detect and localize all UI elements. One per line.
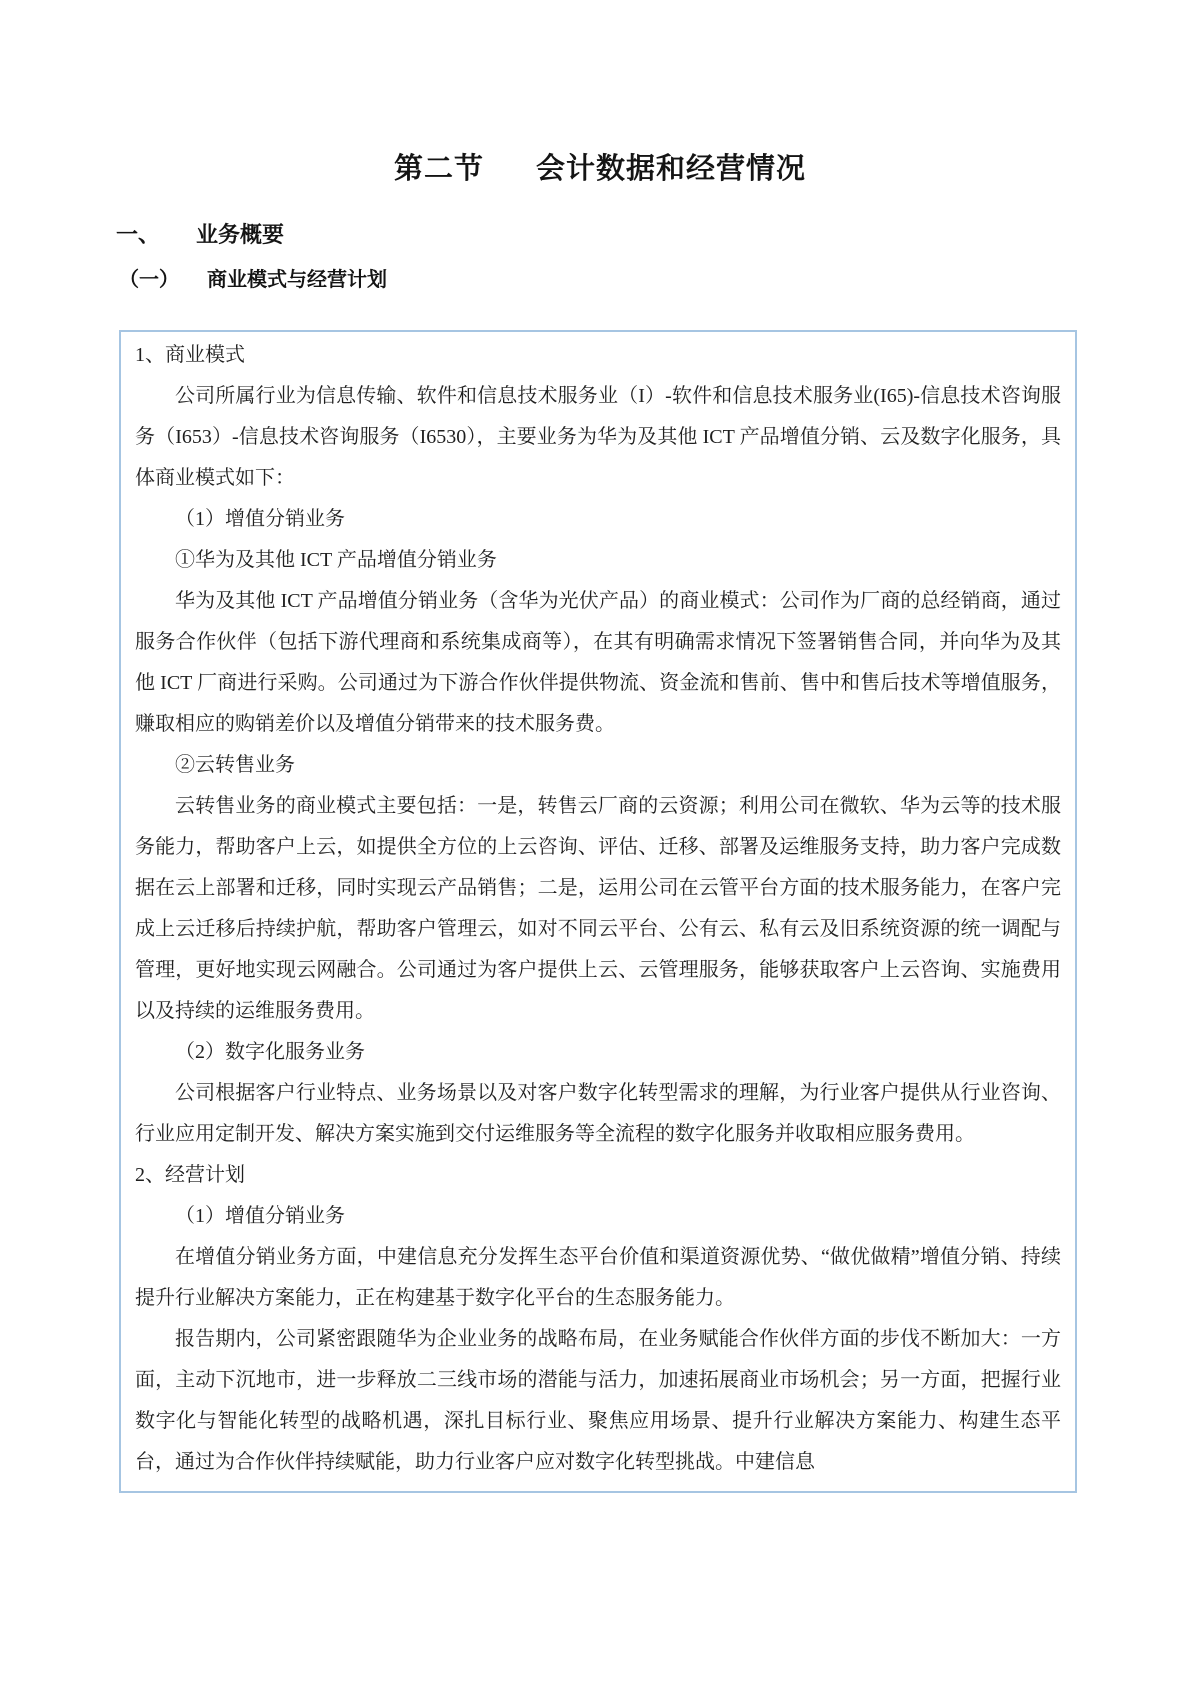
paragraph-plan-distribution-detail: 在增值分销业务方面，中建信息充分发挥生态平台价值和渠道资源优势、“做优做精”增值分销、持续提升行业解决方案能力，正在构建基于数字化平台的生态服务能力。 xyxy=(135,1246,1061,1309)
paragraph-digital-service-heading: （2）数字化服务业务 xyxy=(175,1041,365,1063)
paragraph-plan-distribution-heading: （1）增值分销业务 xyxy=(175,1205,345,1227)
paragraph-operating-plan-heading: 2、经营计划 xyxy=(135,1164,245,1186)
paragraph-cloud-resale-heading: ②云转售业务 xyxy=(175,754,295,776)
subsection-number: （一） xyxy=(119,269,179,291)
paragraph-industry-classification: 公司所属行业为信息传输、软件和信息技术服务业（I）-软件和信息技术服务业(I65)-信息技术咨询服务（I653）-信息技术咨询服务（I6530），主要业务为华为及其他 ICT 产品增值分销、云及数字化服务，具体商业模式如下： xyxy=(135,385,1061,489)
paragraph-business-model-heading: 1、商业模式 xyxy=(135,344,245,366)
paragraph-huawei-ict-detail: 华为及其他 ICT 产品增值分销业务（含华为光伏产品）的商业模式：公司作为厂商的总经销商，通过服务合作伙伴（包括下游代理商和系统集成商等），在其有明确需求情况下签署销售合同，并向华为及其他 ICT 厂商进行采购。公司通过为下游合作伙伴提供物流、资金流和售前、售中和售后技术等增值服务，赚取相应的购销差价以及增值分销带来的技术服务费。 xyxy=(135,590,1061,735)
subsection-heading xyxy=(119,268,1200,292)
paragraph-digital-service-detail: 公司根据客户行业特点、业务场景以及对客户数字化转型需求的理解，为行业客户提供从行业咨询、行业应用定制开发、解决方案实施到交付运维服务等全流程的数字化服务并收取相应服务费用。 xyxy=(135,1082,1061,1145)
content-box xyxy=(119,330,1077,1493)
section-label: 业务概要 xyxy=(196,222,285,247)
page-title-chapter: 第二节 xyxy=(393,153,484,185)
paragraph-huawei-ict-heading: ①华为及其他 ICT 产品增值分销业务 xyxy=(175,549,497,571)
paragraph-cloud-resale-detail: 云转售业务的商业模式主要包括：一是，转售云厂商的云资源；利用公司在微软、华为云等的技术服务能力，帮助客户上云，如提供全方位的上云咨询、评估、迁移、部署及运维服务支持，助力客户完成数据在云上部署和迁移，同时实现云产品销售；二是，运用公司在云管平台方面的技术服务能力，在客户完成上云迁移后持续护航，帮助客户管理云，如对不同云平台、公有云、私有云及旧系统资源的统一调配与管理，更好地实现云网融合。公司通过为客户提供上云、云管理服务，能够获取客户上云咨询、实施费用以及持续的运维服务费用。 xyxy=(135,795,1061,1022)
paragraph-distribution-heading: （1）增值分销业务 xyxy=(175,508,345,530)
page-title-text: 会计数据和经营情况 xyxy=(536,153,807,185)
paragraph-reporting-period-detail: 报告期内，公司紧密跟随华为企业业务的战略布局，在业务赋能合作伙伴方面的步伐不断加大：一方面，主动下沉地市，进一步释放二三线市场的潜能与活力，加速拓展商业市场机会；另一方面，把握行业数字化与智能化转型的战略机遇，深扎目标行业、聚焦应用场景、提升行业解决方案能力、构建生态平台，通过为合作伙伴持续赋能，助力行业客户应对数字化转型挑战。中建信息 xyxy=(135,1328,1061,1473)
page-title xyxy=(0,0,1200,186)
section-number: 一、 xyxy=(116,222,161,247)
section-heading xyxy=(116,222,1200,248)
subsection-label: 商业模式与经营计划 xyxy=(207,269,387,291)
